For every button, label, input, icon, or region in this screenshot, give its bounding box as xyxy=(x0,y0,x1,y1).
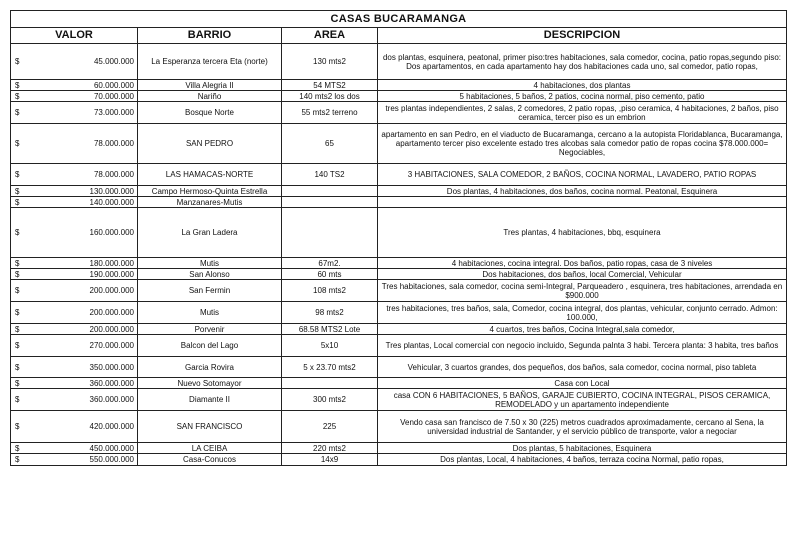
price-currency: $ xyxy=(11,197,25,208)
barrio-cell: SAN PEDRO xyxy=(138,124,282,164)
description-cell: Dos habitaciones, dos baños, local Comercial, Vehicular xyxy=(378,269,787,280)
empty-cell xyxy=(378,466,787,473)
table-row xyxy=(11,335,787,357)
barrio-cell: SAN FRANCISCO xyxy=(138,411,282,443)
barrio-cell: Porvenir xyxy=(138,324,282,335)
area-cell: 5 x 23.70 mts2 xyxy=(282,357,378,378)
price-value: 200.000.000 xyxy=(25,302,138,324)
barrio-cell: Casa-Conucos xyxy=(138,454,282,466)
price-currency: $ xyxy=(11,443,25,454)
barrio-cell: San Alonso xyxy=(138,269,282,280)
table-row xyxy=(11,302,787,324)
header-area: AREA xyxy=(282,28,378,44)
table-row xyxy=(11,44,787,80)
area-cell: 67m2. xyxy=(282,258,378,269)
sheet-bottom-edge xyxy=(11,466,787,473)
price-value: 78.000.000 xyxy=(25,124,138,164)
description-cell: dos plantas, esquinera, peatonal, primer piso:tres habitaciones, sala comedor, cocina, patio ropas,segundo piso: Dos apartamentos, en cada apartamento hay dos habitaciones cada uno, sal comedor, patio ropas, xyxy=(378,44,787,80)
area-cell: 65 xyxy=(282,124,378,164)
barrio-cell: La Gran Ladera xyxy=(138,208,282,258)
table-row xyxy=(11,102,787,124)
empty-cell xyxy=(282,466,378,473)
price-currency: $ xyxy=(11,302,25,324)
area-cell: 225 xyxy=(282,411,378,443)
barrio-cell: Garcia Rovira xyxy=(138,357,282,378)
price-currency: $ xyxy=(11,280,25,302)
price-currency: $ xyxy=(11,258,25,269)
description-cell: 4 cuartos, tres baños, Cocina Integral,sala comedor, xyxy=(378,324,787,335)
barrio-cell: Diamante II xyxy=(138,389,282,411)
price-currency: $ xyxy=(11,335,25,357)
price-value: 360.000.000 xyxy=(25,389,138,411)
price-value: 550.000.000 xyxy=(25,454,138,466)
price-value: 70.000.000 xyxy=(25,91,138,102)
barrio-cell: LAS HAMACAS-NORTE xyxy=(138,164,282,186)
description-cell: Casa con Local xyxy=(378,378,787,389)
price-value: 360.000.000 xyxy=(25,378,138,389)
description-cell: Vendo casa san francisco de 7.50 x 30 (225) metros cuadrados aproximadamente, cercano al Sena, la universidad industrial de Santander, y el servicio público de transporte, valor a negociar xyxy=(378,411,787,443)
price-value: 200.000.000 xyxy=(25,324,138,335)
description-cell: Vehicular, 3 cuartos grandes, dos pequeños, dos baños, sala comedor, cocina normal, piso tableta xyxy=(378,357,787,378)
description-cell: 5 habitaciones, 5 baños, 2 patios, cocina normal, piso cemento, patio xyxy=(378,91,787,102)
description-cell: Tres plantas, 4 habitaciones, bbq, esquinera xyxy=(378,208,787,258)
barrio-cell: Nariño xyxy=(138,91,282,102)
description-cell: tres habitaciones, tres baños, sala, Comedor, cocina integral, dos plantas, vehicular, conjunto cerrado. Admon: 100.000, xyxy=(378,302,787,324)
area-cell: 300 mts2 xyxy=(282,389,378,411)
empty-cell xyxy=(25,466,138,473)
price-currency: $ xyxy=(11,324,25,335)
header-valor: VALOR xyxy=(11,28,138,44)
barrio-cell: Balcon del Lago xyxy=(138,335,282,357)
price-currency: $ xyxy=(11,186,25,197)
price-value: 140.000.000 xyxy=(25,197,138,208)
area-cell: 98 mts2 xyxy=(282,302,378,324)
price-currency: $ xyxy=(11,269,25,280)
listing-table xyxy=(10,10,787,472)
price-currency: $ xyxy=(11,378,25,389)
empty-cell xyxy=(11,466,25,473)
description-cell: Dos plantas, 5 habitaciones, Esquinera xyxy=(378,443,787,454)
header-barrio: BARRIO xyxy=(138,28,282,44)
price-value: 450.000.000 xyxy=(25,443,138,454)
area-cell: 108 mts2 xyxy=(282,280,378,302)
area-cell xyxy=(282,186,378,197)
description-cell: 3 HABITACIONES, SALA COMEDOR, 2 BAÑOS, COCINA NORMAL, LAVADERO, PATIO ROPAS xyxy=(378,164,787,186)
table-row xyxy=(11,378,787,389)
table-row xyxy=(11,357,787,378)
area-cell: 5x10 xyxy=(282,335,378,357)
barrio-cell: Bosque Norte xyxy=(138,102,282,124)
barrio-cell: LA CEIBA xyxy=(138,443,282,454)
area-cell: 140 TS2 xyxy=(282,164,378,186)
table-row xyxy=(11,324,787,335)
price-currency: $ xyxy=(11,91,25,102)
price-currency: $ xyxy=(11,357,25,378)
description-cell: 4 habitaciones, cocina integral. Dos baños, patio ropas, casa de 3 niveles xyxy=(378,258,787,269)
description-cell xyxy=(378,197,787,208)
empty-cell xyxy=(138,466,282,473)
table-row xyxy=(11,80,787,91)
description-cell: Tres plantas, Local comercial con negocio incluido, Segunda palnta 3 habi. Tercera planta: 3 habita, tres baños xyxy=(378,335,787,357)
barrio-cell: San Fermin xyxy=(138,280,282,302)
table-row xyxy=(11,197,787,208)
barrio-cell: Mutis xyxy=(138,258,282,269)
price-value: 350.000.000 xyxy=(25,357,138,378)
barrio-cell: Mutis xyxy=(138,302,282,324)
area-cell xyxy=(282,197,378,208)
header-descripcion: DESCRIPCION xyxy=(378,28,787,44)
description-cell: Dos plantas, 4 habitaciones, dos baños, cocina normal. Peatonal, Esquinera xyxy=(378,186,787,197)
table-row xyxy=(11,258,787,269)
area-cell: 14x9 xyxy=(282,454,378,466)
price-value: 200.000.000 xyxy=(25,280,138,302)
price-currency: $ xyxy=(11,124,25,164)
price-value: 420.000.000 xyxy=(25,411,138,443)
price-currency: $ xyxy=(11,389,25,411)
area-cell: 140 mts2 los dos xyxy=(282,91,378,102)
table-row xyxy=(11,280,787,302)
description-cell: Dos plantas, Local, 4 habitaciones, 4 baños, terraza cocina Normal, patio ropas, xyxy=(378,454,787,466)
table-row xyxy=(11,454,787,466)
listing-sheet xyxy=(10,10,787,472)
table-row xyxy=(11,91,787,102)
area-cell: 130 mts2 xyxy=(282,44,378,80)
area-cell xyxy=(282,378,378,389)
table-row xyxy=(11,186,787,197)
table-row xyxy=(11,411,787,443)
table-row xyxy=(11,208,787,258)
price-currency: $ xyxy=(11,411,25,443)
area-cell: 68.58 MTS2 Lote xyxy=(282,324,378,335)
price-value: 130.000.000 xyxy=(25,186,138,197)
barrio-cell: Villa Alegria II xyxy=(138,80,282,91)
area-cell: 220 mts2 xyxy=(282,443,378,454)
barrio-cell: Campo Hermoso-Quinta Estrella xyxy=(138,186,282,197)
price-currency: $ xyxy=(11,164,25,186)
price-value: 180.000.000 xyxy=(25,258,138,269)
price-currency: $ xyxy=(11,44,25,80)
description-cell: 4 habitaciones, dos plantas xyxy=(378,80,787,91)
price-value: 73.000.000 xyxy=(25,102,138,124)
area-cell: 54 MTS2 xyxy=(282,80,378,91)
barrio-cell: Nuevo Sotomayor xyxy=(138,378,282,389)
area-cell: 60 mts xyxy=(282,269,378,280)
description-cell: apartamento en san Pedro, en el viaducto de Bucaramanga, cercano a la autopista Floridablanca, Bucaramanga, apartamento tercer piso excelente estado tres alcobas sala comedor patio de ropas cocina $78.000.000= Negociables, xyxy=(378,124,787,164)
area-cell: 55 mts2 terreno xyxy=(282,102,378,124)
price-currency: $ xyxy=(11,80,25,91)
price-currency: $ xyxy=(11,102,25,124)
price-value: 78.000.000 xyxy=(25,164,138,186)
sheet-title: CASAS BUCARAMANGA xyxy=(11,11,787,28)
price-value: 60.000.000 xyxy=(25,80,138,91)
price-value: 270.000.000 xyxy=(25,335,138,357)
price-value: 45.000.000 xyxy=(25,44,138,80)
table-row xyxy=(11,164,787,186)
table-row xyxy=(11,389,787,411)
price-currency: $ xyxy=(11,208,25,258)
barrio-cell: Manzanares-Mutis xyxy=(138,197,282,208)
table-row xyxy=(11,443,787,454)
price-currency: $ xyxy=(11,454,25,466)
table-row xyxy=(11,124,787,164)
price-value: 160.000.000 xyxy=(25,208,138,258)
table-row xyxy=(11,269,787,280)
barrio-cell: La Esperanza tercera Eta (norte) xyxy=(138,44,282,80)
area-cell xyxy=(282,208,378,258)
description-cell: Tres habitaciones, sala comedor, cocina semi-Integral, Parqueadero , esquinera, tres habitaciones, arrendada en $900.000 xyxy=(378,280,787,302)
description-cell: tres plantas independientes, 2 salas, 2 comedores, 2 patio ropas, ,piso ceramica, 4 habitaciones, 2 baños, piso ceramica, tercer piso es un embrion xyxy=(378,102,787,124)
price-value: 190.000.000 xyxy=(25,269,138,280)
description-cell: casa CON 6 HABITACIONES, 5 BAÑOS, GARAJE CUBIERTO, COCINA INTEGRAL, PISOS CERAMICA, REMODELADO y un apartamento independiente xyxy=(378,389,787,411)
